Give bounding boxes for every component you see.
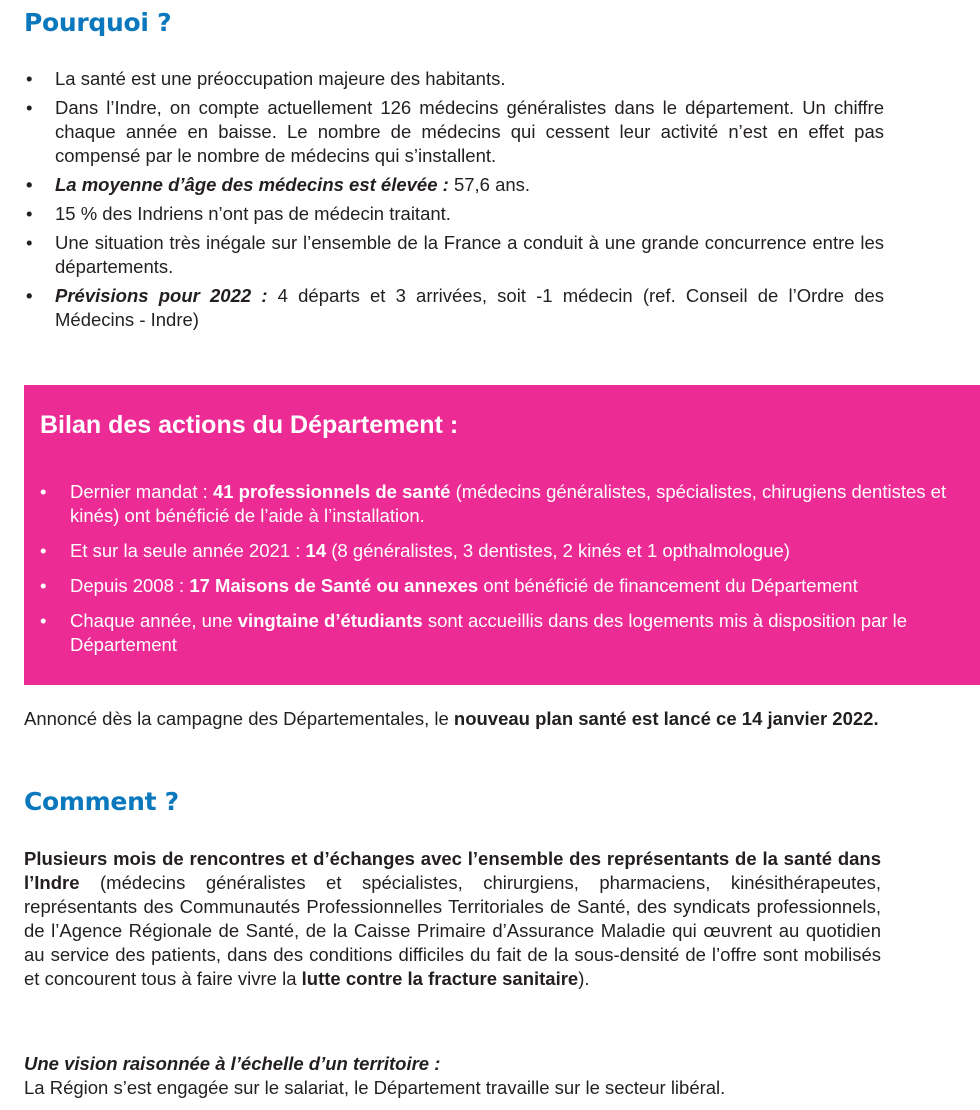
list-item: • Depuis 2008 : 17 Maisons de Santé ou annexes ont bénéficié de financement du Département (38, 574, 968, 598)
list-item: • Une situation très inégale sur l’ensemble de la France a conduit à une grande concurrence entre les départements. (24, 231, 884, 279)
bilan-panel (24, 385, 980, 685)
list-item: • Chaque année, une vingtaine d’étudiants sont accueillis dans des logements mis à disposition par le Département (38, 609, 968, 657)
list-item: • Dernier mandat : 41 professionnels de santé (médecins généralistes, spécialistes, chirugiens dentistes et kinés) ont bénéficié de l’aide à l’installation. (38, 480, 968, 528)
comment-paragraph: Plusieurs mois de rencontres et d’échanges avec l’ensemble des représentants de la santé dans l’Indre (médecins généralistes et spécialistes, chirurgiens, pharmaciens, kinésithérapeutes, représentants des Communautés Professionnelles Territoriales de Santé, des syndicats professionnels, de l’Agence Régionale de Santé, de la Caisse Primaire d’Assurance Maladie qui œuvrent au quotidien au service des patients, dans des conditions difficiles du fait de la sous-densité de l’offre sont mobilisés et concourent tous à faire vivre la lutte contre la fracture sanitaire). (24, 848, 881, 989)
list-item: • Et sur la seule année 2021 : 14 (8 généralistes, 3 dentistes, 2 kinés et 1 opthalmologue) (38, 539, 968, 563)
list-item: • Dans l’Indre, on compte actuellement 126 médecins généralistes dans le département. Un chiffre chaque année en baisse. Le nombre de médecins qui cessent leur activité n’est en effet pas compensé par le nombre de médecins qui s’installent. (24, 96, 884, 168)
bilan-title: Bilan des actions du Département : (40, 411, 459, 439)
list-item: • La santé est une préoccupation majeure des habitants. (24, 67, 884, 91)
vision-title: Une vision raisonnée à l’échelle d’un territoire : (24, 1053, 441, 1074)
list-item: • La moyenne d’âge des médecins est élevée : 57,6 ans. (24, 173, 884, 197)
vision-paragraph (24, 1052, 881, 1100)
bilan-list (38, 480, 968, 668)
announce-paragraph: Annoncé dès la campagne des Départementales, le nouveau plan santé est lancé ce 14 janvier 2022. (24, 708, 879, 729)
section-title-pourquoi: Pourquoi ? (24, 8, 172, 37)
list-item: • Prévisions pour 2022 : 4 départs et 3 arrivées, soit -1 médecin (ref. Conseil de l’Ordre des Médecins - Indre) (24, 284, 884, 332)
list-item: • 15 % des Indriens n’ont pas de médecin traitant. (24, 202, 884, 226)
vision-text: La Région s’est engagée sur le salariat, le Département travaille sur le secteur libéral. (24, 1077, 726, 1098)
pourquoi-list (24, 67, 884, 337)
section-title-comment: Comment ? (24, 787, 179, 816)
